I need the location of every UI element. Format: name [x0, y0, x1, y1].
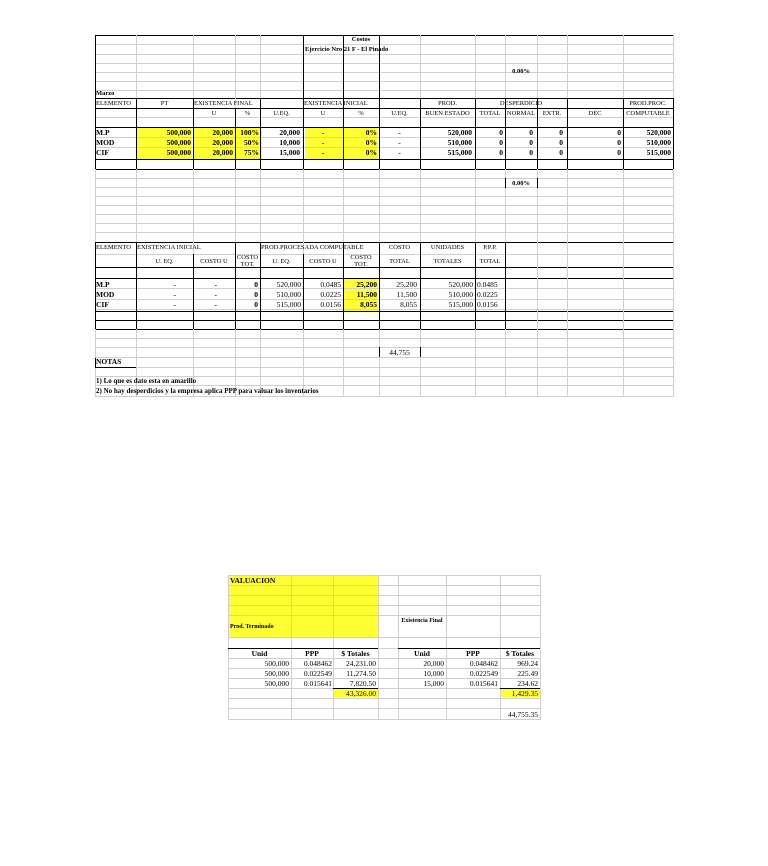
- hdr-pp: PROD.PROC.: [629, 100, 667, 107]
- hdr-ei: EXISTENCIA INICIAL: [304, 100, 368, 107]
- hdr-ef-pct: %: [244, 110, 251, 117]
- hdr2-ppp-sub: TOTAL: [479, 258, 501, 265]
- hdr2-ct2: COSTO TOT.: [350, 254, 372, 268]
- hdr2-costo: COSTO: [388, 244, 411, 251]
- hdr2-cu: COSTO U: [200, 258, 228, 265]
- hdr-prod-sub: BUEN ESTADO: [425, 110, 470, 117]
- ef-h-ppp: PPP: [466, 649, 480, 658]
- valuacion-table: VALUACION Prod. Terminado Existencia Final Unid PPP $ Totales Unid PPP $ Totales 500,000 0.048462 24,231.00 20,000 0.048462 969.24 500,000 0.022549 11,274.50 10,000 0.022549 225.49 500,000 0.015641 7,820.50 15,000 0.015641 234.62 43,326.00 1,429.35 44,755.35: [228, 575, 540, 720]
- hdr-ei-pct: %: [358, 110, 364, 117]
- hdr-elemento: ELEMENTO: [96, 100, 131, 107]
- hdr-extr: EXTR.: [542, 110, 562, 117]
- hdr-ueq2: U.EQ.: [391, 110, 408, 117]
- month-label: Marzo: [96, 90, 115, 97]
- hdr-dec: DEC: [588, 110, 602, 117]
- hdr2-ct: COSTO TOT.: [236, 254, 259, 268]
- note-2: 2) No hay desperdicios y la empresa aplica PPP para valuar los inventarios: [96, 387, 319, 395]
- hdr-total: TOTAL: [479, 110, 501, 117]
- grand-total: 44,755.35: [508, 710, 538, 719]
- hdr2-ppp: P.P.P.: [483, 244, 497, 251]
- pt-total: 43,326.00: [346, 689, 376, 698]
- valuacion-title: VALUACION: [230, 576, 276, 585]
- hdr-normal: NORMAL: [506, 110, 536, 117]
- hdr-prod: PROD.: [438, 100, 457, 107]
- hdr-desperdicio: DESPERDICIO: [499, 100, 543, 107]
- pt-h-ppp: PPP: [305, 649, 319, 658]
- hdr-pp-sub: COMPUTABLE: [626, 110, 670, 117]
- pt-h-unid: Unid: [251, 649, 268, 658]
- hdr2-ei: EXISTENCIA INICIAL: [137, 244, 201, 251]
- total-costo: 44,755: [389, 348, 410, 357]
- hdr-ef: EXISTENCIA FINAL: [194, 100, 253, 107]
- pt-label: Prod. Terminado: [230, 624, 274, 630]
- hdr2-unid: UNIDADES: [430, 244, 465, 251]
- pct-mid: 0.00%: [512, 180, 530, 187]
- ef-label: Existencia Final: [401, 618, 443, 624]
- pt-h-tot: $ Totales: [341, 649, 370, 658]
- hdr-ef-u: U: [211, 110, 217, 117]
- ef-h-unid: Unid: [414, 649, 430, 658]
- hdr2-ueq: U. EQ.: [155, 258, 174, 265]
- exercise-title: Ejercicio Nro 21 F - El Pinado: [305, 46, 389, 53]
- hdr2-ppc: PROD.PROCESADA COMPUTABLE: [261, 244, 364, 251]
- hdr-ueq: U.EQ.: [273, 110, 290, 117]
- ef-h-tot: $ Totales: [505, 649, 535, 658]
- hdr-pt: PT: [160, 100, 169, 107]
- sheet-title: Costos: [351, 36, 371, 43]
- hdr2-unid-sub: TOTALES: [433, 258, 462, 265]
- note-1: 1) Lo que es dato esta en amarillo: [96, 377, 197, 385]
- notes-title: NOTAS: [96, 357, 122, 366]
- hdr2-elemento: ELEMENTO: [96, 244, 131, 251]
- ef-total: 1,429.35: [511, 689, 538, 698]
- hdr2-costo-sub: TOTAL: [389, 258, 410, 265]
- pct-top: 0.00%: [512, 68, 530, 75]
- hdr-ei-u: U: [320, 110, 326, 117]
- hdr2-ueq2: U. EQ.: [272, 258, 291, 265]
- costos-sheet: Costos Ejercicio Nro 21 F - El Pinado 0.00% Marzo ELEMENTO PT EXISTENCIA FINAL U % U.EQ. EXISTENCIA INICIAL U % U.EQ. PROD. BUEN ESTADO DESPERDICIO TOTAL NORMAL EXTR. DEC PROD.PROC. COMPUTABLE M.P 500,000 20,000 100% 20,000 - 0% - 520,000 0 0 0 0 520,000 MOD 500,000 20,000 50% 10,000 - 0% - 510,000 0 0 0 0 510,000 CIF 500,000 20,000 75% 15,000 - 0% - 515,000 0 0 0 0 515,000 0.00% ELEMENTO EXISTENCIA INICIAL U. EQ. COSTO U COSTO TOT. PROD.PROCESADA COMPUTABLE U. EQ. COSTO U COSTO TOT. COSTO TOTAL UNIDADES TOTALES P.P.P. TOTAL M.P - - 0 520,000 0.0485 25,200 25,200 520,000 0.0485 MOD - - 0 510,000 0.0225 11,500 11,500 510,000 0.0225 CIF - - 0 515,000 0.0156 8,055 8,055 515,000 0.0156 44,755 NOTAS 1) Lo que es dato esta en amarillo 2) No hay desperdicios y la empresa aplica PPP para valuar los inventarios: [95, 35, 673, 397]
- hdr2-cu2: COSTO U: [309, 258, 337, 265]
